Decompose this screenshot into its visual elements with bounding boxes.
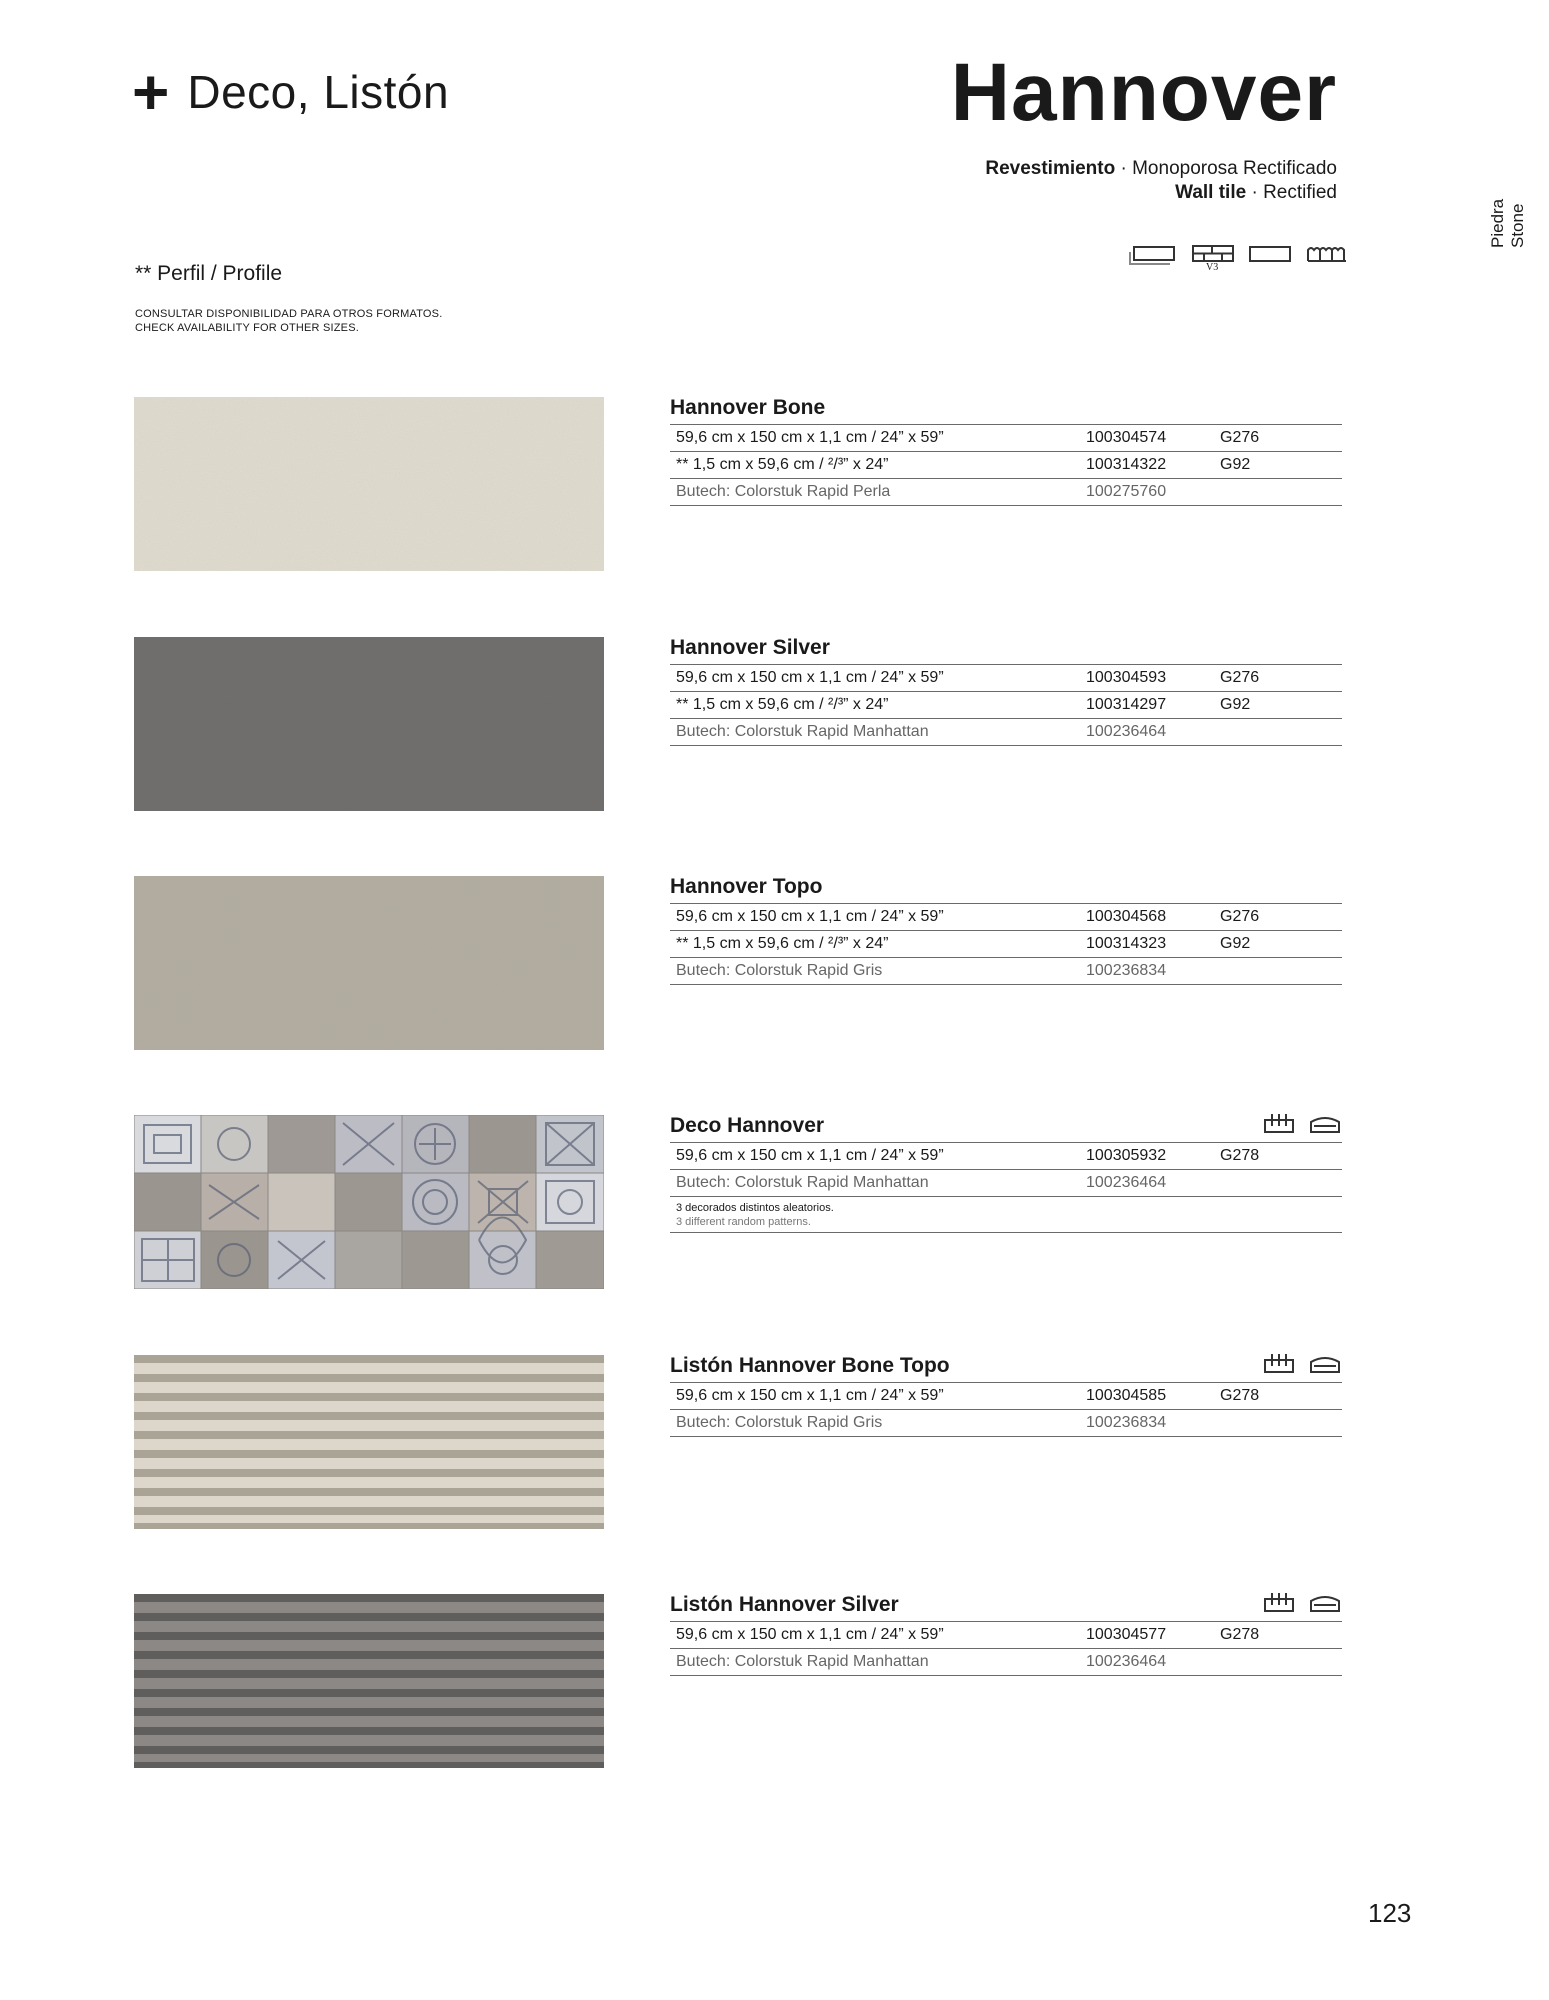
table-row [670,1142,1342,1169]
grout-code-cell: 100236834 [1086,962,1167,979]
product-deco-hannover [670,1110,1342,1233]
code-cell: 100314297 [1086,696,1167,713]
product-liston-hannover-bone-topo [670,1350,1342,1437]
type-label-en: Wall tile [1175,182,1247,203]
tile-swatch-deco [134,1115,604,1289]
grout-cell: Butech: Colorstuk Rapid Perla [676,483,891,500]
product-name: Hannover Silver [670,636,830,659]
grout-row [670,1648,1342,1676]
size-cell: 59,6 cm x 150 cm x 1,1 cm / 24” x 59” [676,429,944,446]
collection-title: Hannover [950,47,1337,138]
grout-cell: Butech: Colorstuk Rapid Gris [676,962,883,979]
product-type-line [985,158,1337,180]
rectified-edge-icon [1248,244,1292,266]
product-name: Listón Hannover Silver [670,1593,899,1616]
code-cell: 100305932 [1086,1147,1167,1164]
v3-label: V3 [1206,262,1219,273]
size-cell: 59,6 cm x 150 cm x 1,1 cm / 24” x 59” [676,1626,944,1643]
wall-install-icon [1262,1591,1296,1613]
code-cell: 100304574 [1086,429,1167,446]
format-icons [1128,244,1348,271]
product-type-line-en [1175,182,1337,204]
type-detail-en: · Rectified [1246,182,1337,203]
grout-code-cell: 100236464 [1086,723,1167,740]
grout-cell: Butech: Colorstuk Rapid Manhattan [676,1653,929,1670]
product-hannover-topo [670,871,1342,985]
side-tab-en: Stone [1508,203,1527,248]
wall-panels-icon [1306,244,1348,266]
product-name-wrap [670,1110,1342,1142]
product-name: Hannover Topo [670,875,823,898]
product-name: Hannover Bone [670,396,826,419]
page-number: 123 [1368,1898,1412,1928]
code-cell: 100304577 [1086,1626,1167,1643]
section-title [132,56,450,128]
type-detail-es: · Monoporosa Rectificado [1115,158,1337,179]
wall-install-icon [1262,1112,1296,1134]
product-liston-hannover-silver [670,1589,1342,1676]
tile-swatch-liston-silver [134,1594,604,1768]
product-hannover-silver [670,632,1342,746]
grout-cell: Butech: Colorstuk Rapid Manhattan [676,1174,929,1191]
tile-format-icon [1128,244,1178,268]
ref-cell: G276 [1220,908,1260,925]
grout-row [670,718,1342,746]
size-cell: 59,6 cm x 150 cm x 1,1 cm / 24” x 59” [676,1387,944,1404]
availability-note-en: CHECK AVAILABILITY FOR OTHER SIZES. [135,322,359,334]
code-cell: 100304593 [1086,669,1167,686]
bathroom-use-icon [1308,1591,1342,1613]
size-cell: ** 1,5 cm x 59,6 cm / ²/³” x 24” [676,456,889,473]
tile-swatch-topo [134,876,604,1050]
grout-cell: Butech: Colorstuk Rapid Gris [676,1414,883,1431]
table-row [670,930,1342,957]
tile-swatch-bone [134,397,604,571]
laying-pattern-v3 [1192,244,1234,271]
ref-cell: G276 [1220,669,1260,686]
tile-swatch-liston-bone-topo [134,1355,604,1529]
size-cell: 59,6 cm x 150 cm x 1,1 cm / 24” x 59” [676,1147,944,1164]
grout-code-cell: 100236464 [1086,1174,1167,1191]
type-label-es: Revestimiento [985,158,1116,179]
size-cell: 59,6 cm x 150 cm x 1,1 cm / 24” x 59” [676,669,944,686]
grout-cell: Butech: Colorstuk Rapid Manhattan [676,723,929,740]
plus-icon: + [132,56,170,128]
grout-code-cell: 100275760 [1086,483,1167,500]
grout-row [670,1409,1342,1437]
bathroom-use-icon [1308,1112,1342,1134]
size-cell: ** 1,5 cm x 59,6 cm / ²/³” x 24” [676,696,889,713]
code-cell: 100304568 [1086,908,1167,925]
ref-cell: G276 [1220,429,1260,446]
table-row [670,1621,1342,1648]
grout-code-cell: 100236834 [1086,1414,1167,1431]
product-name: Deco Hannover [670,1114,825,1137]
table-row [670,424,1342,451]
ref-cell: G92 [1220,935,1251,952]
product-hannover-bone [670,392,1342,506]
pattern-note [670,1196,1342,1233]
side-category-tab [1480,190,1549,250]
code-cell: 100304585 [1086,1387,1167,1404]
grout-row [670,478,1342,506]
ref-cell: G278 [1220,1626,1260,1643]
pattern-note-en: 3 different random patterns. [676,1216,811,1228]
table-row [670,664,1342,691]
wall-install-icon [1262,1352,1296,1374]
code-cell: 100314323 [1086,935,1167,952]
usage-icons [1262,1112,1342,1134]
profile-note: ** Perfil / Profile [135,262,283,285]
grout-code-cell: 100236464 [1086,1653,1167,1670]
availability-note [135,307,442,335]
size-cell: ** 1,5 cm x 59,6 cm / ²/³” x 24” [676,935,889,952]
usage-icons [1262,1591,1342,1613]
tile-swatch-silver [134,637,604,811]
product-name-wrap [670,1350,1342,1382]
bathroom-use-icon [1308,1352,1342,1374]
grout-row [670,1169,1342,1196]
table-row [670,1382,1342,1409]
availability-note-es: CONSULTAR DISPONIBILIDAD PARA OTROS FORMATOS. [135,308,443,320]
ref-cell: G92 [1220,456,1251,473]
size-cell: 59,6 cm x 150 cm x 1,1 cm / 24” x 59” [676,908,944,925]
grout-row [670,957,1342,985]
ref-cell: G92 [1220,696,1251,713]
table-row [670,691,1342,718]
table-row [670,903,1342,930]
code-cell: 100314322 [1086,456,1167,473]
pattern-note-es: 3 decorados distintos aleatorios. [676,1202,834,1214]
usage-icons [1262,1352,1342,1374]
product-name: Listón Hannover Bone Topo [670,1354,950,1377]
product-name-wrap [670,1589,1342,1621]
table-row [670,451,1342,478]
side-tab-es: Piedra [1488,198,1507,248]
ref-cell: G278 [1220,1147,1260,1164]
section-title-text: Deco, Listón [187,66,450,118]
ref-cell: G278 [1220,1387,1260,1404]
